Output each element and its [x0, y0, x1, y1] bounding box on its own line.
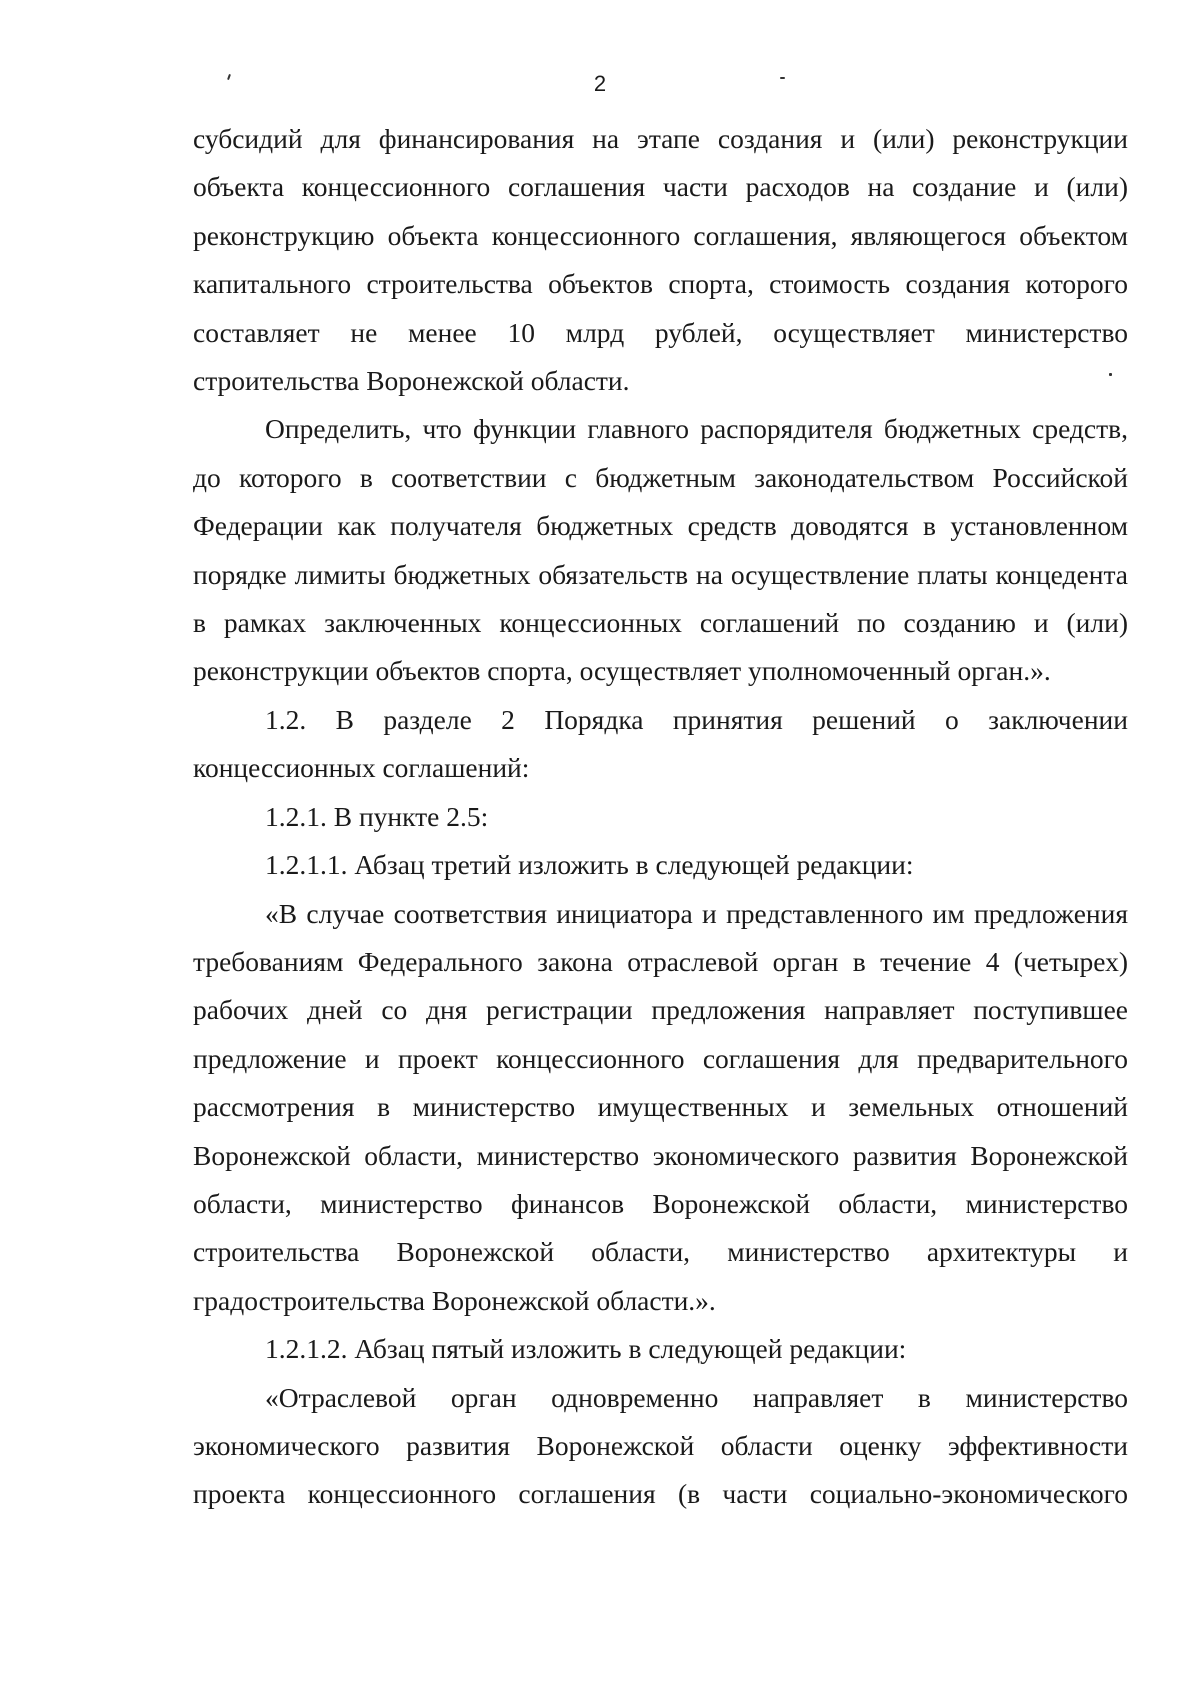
paragraph-subsidies: субсидий для финансирования на этапе создания и (или) реконструкции объекта концессионного соглашения части расходов на создание и (или) реконструкцию объекта концессионного соглашения, являющегося объектом капитального строительства объектов спорта, стоимость создания которого составляет не менее 10 млрд рублей, осуществляет министерство строительства Воронежской области.: [193, 123, 1128, 397]
paragraph-section-1-2-1: 1.2.1. В пункте 2.5:: [265, 800, 489, 832]
page-number: 2: [593, 71, 607, 96]
paragraph-quoted-paragraph-three: «В случае соответствия инициатора и представленного им предложения требованиям Федерального закона отраслевой орган в течение 4 (четырех) рабочих дней со дня регистрации предложения направляет поступившее предложение и проект концессионного соглашения для предварительного рассмотрения в министерство имущественных и земельных отношений Воронежской области, министерство экономического развития Воронежской области, министерство финансов Воронежской области, министерство строительства Воронежской области, министерство архитектуры и градостроительства Воронежской области.».: [193, 897, 1128, 1316]
document-body: [193, 115, 1128, 1519]
paragraph-budget-functions: Определить, что функции главного распорядителя бюджетных средств, до которого в соответствии с бюджетным законодательством Российской Федерации как получателя бюджетных средств доводятся в установленном порядке лимиты бюджетных обязательств на осуществление платы концедента в рамках заключенных концессионных соглашений по созданию и (или) реконструкции объектов спорта, осуществляет уполномоченный орган.».: [193, 413, 1128, 687]
paragraph-section-1-2-1-1: 1.2.1.1. Абзац третий изложить в следующей редакции:: [265, 849, 914, 881]
paragraph-quoted-paragraph-five: «Отраслевой орган одновременно направляет в министерство экономического развития Воронежской области оценку эффективности проекта концессионного соглашения (в части социально-экономического: [193, 1381, 1128, 1510]
paragraph-section-1-2: 1.2. В разделе 2 Порядка принятия решений о заключении концессионных соглашений:: [193, 703, 1128, 784]
scan-speck: [780, 77, 785, 79]
paragraph-section-1-2-1-2: 1.2.1.2. Абзац пятый изложить в следующей редакции:: [265, 1333, 907, 1365]
